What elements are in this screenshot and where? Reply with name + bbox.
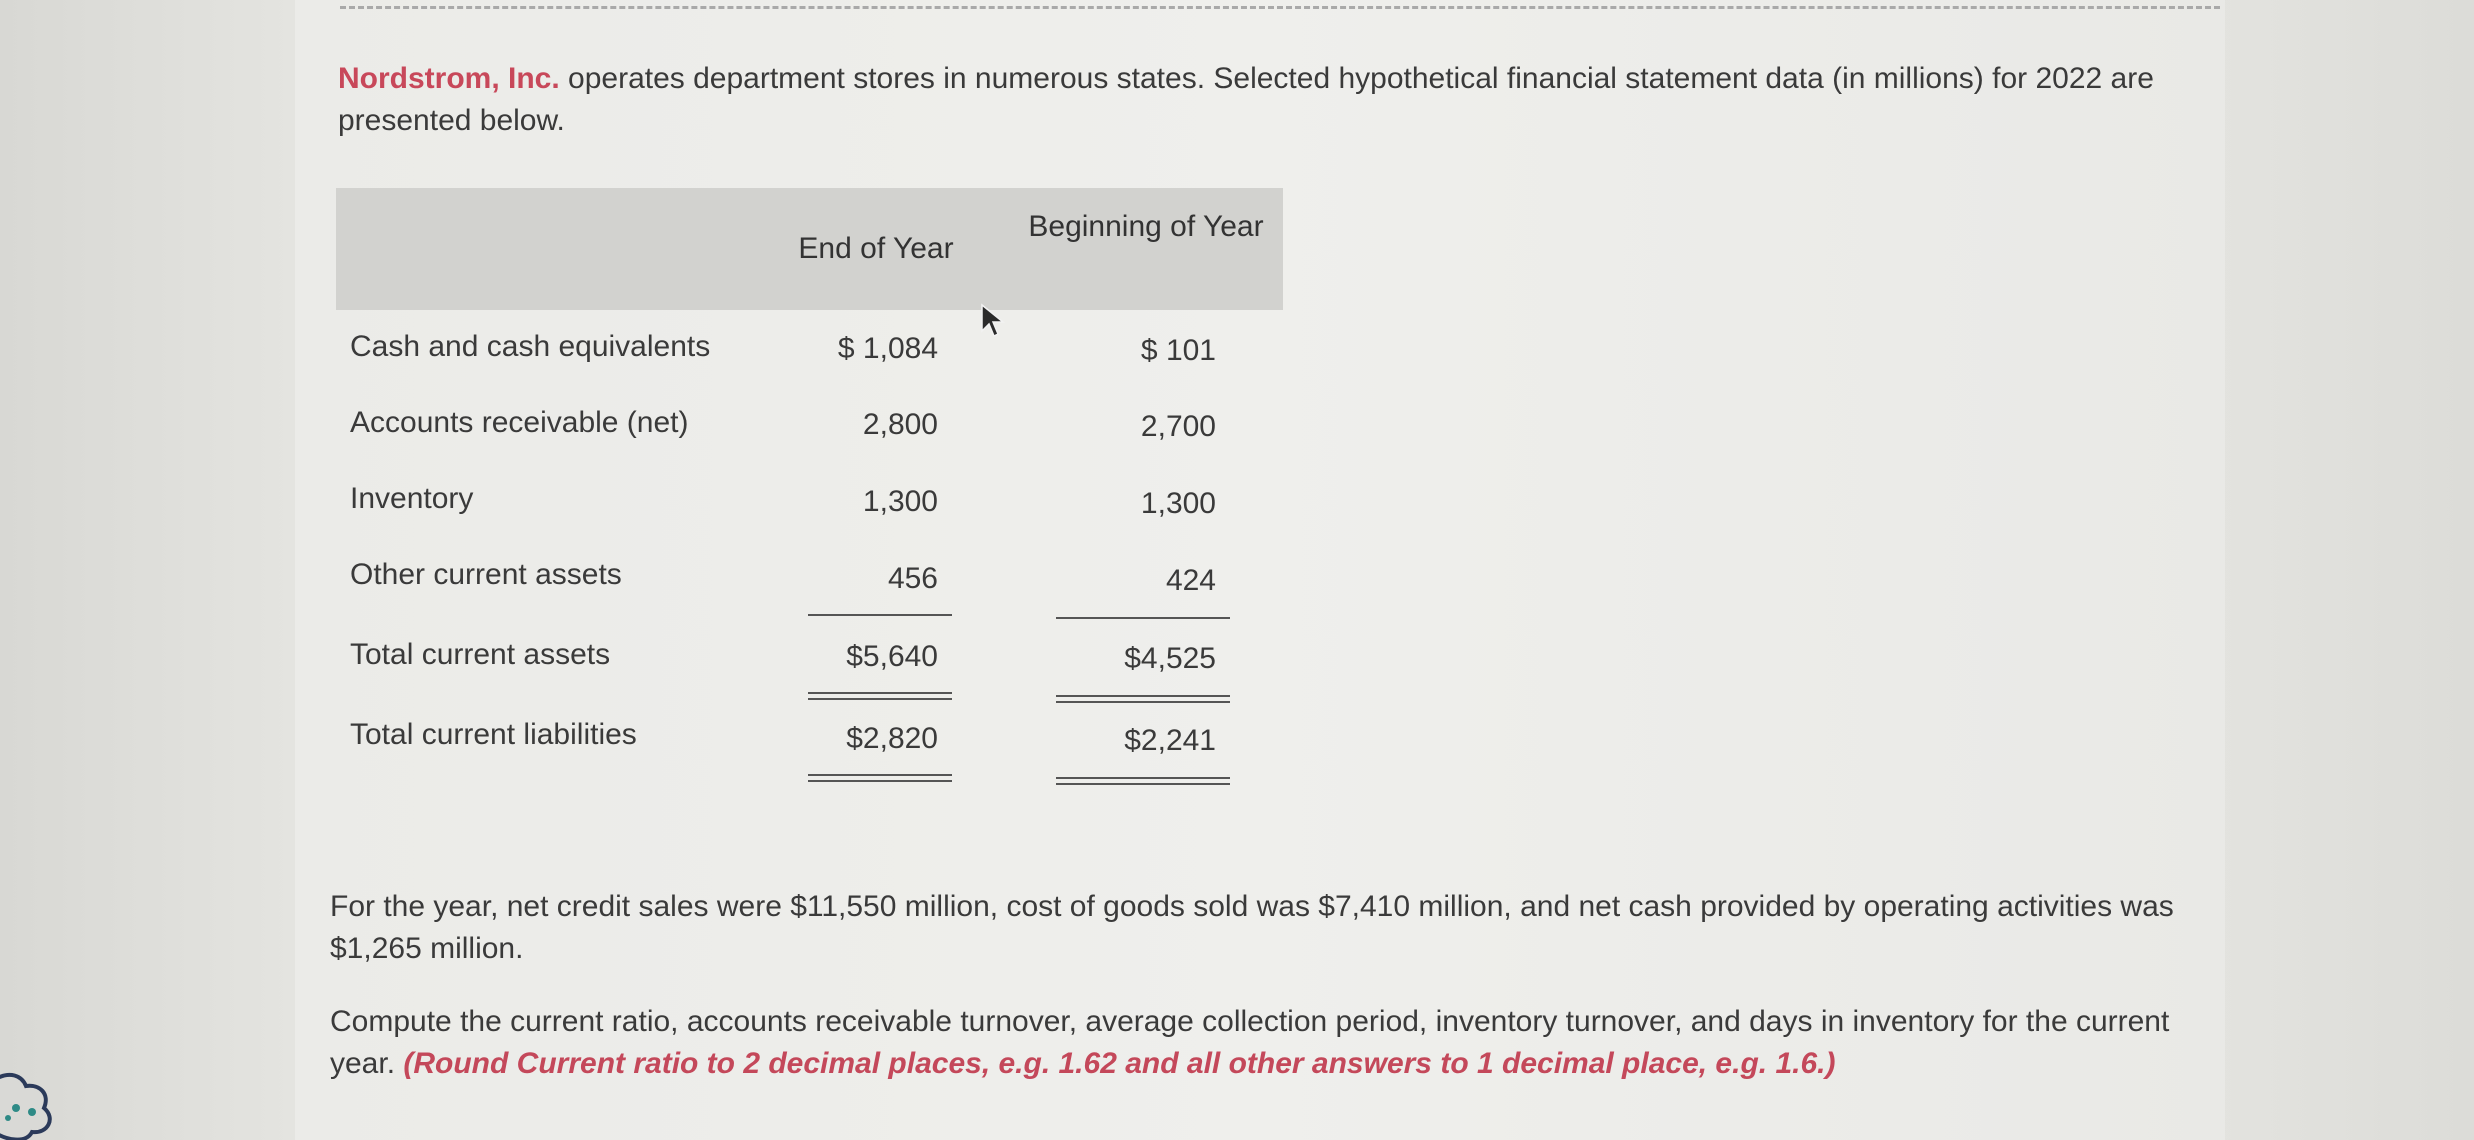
row-label-accounts-receivable: Accounts receivable (net) [350,406,689,439]
cash-end-value: $ 1,084 [837,332,938,365]
liabilities-beginning-value: $2,241 [1124,724,1216,757]
row-label-inventory: Inventory [350,482,474,515]
row-label-total-current-assets: Total current assets [350,638,611,671]
inventory-beginning-value: 1,300 [1140,487,1216,520]
inventory-end-value: 1,300 [862,485,938,518]
ar-end-value: 2,800 [862,408,938,441]
blob-icon [0,1062,60,1140]
liabilities-rule-beginning-2 [1056,783,1230,785]
intro-text: operates department stores in numerous states. Selected hypothetical financial statement data (in millions) for 2022 are presented below. [338,62,2154,137]
table-header [336,188,1283,310]
row-label-other-current-assets: Other current assets [350,558,622,591]
instructions-text: Compute the current ratio, accounts receivable turnover, average collection period, inventory turnover, and days in inventory for the current year. [330,1005,2170,1080]
header-end-of-year: End of Year [798,232,954,265]
mouse-pointer-icon [980,303,1008,339]
cash-beginning-value: $ 101 [1140,334,1216,367]
liabilities-rule-beginning-1 [1056,777,1230,779]
instructions-paragraph [330,1001,2230,1085]
subtotal-rule-end [808,614,952,616]
top-divider [340,6,2220,9]
liabilities-end-value: $2,820 [846,722,938,755]
other-assets-end-value: 456 [887,562,938,595]
subtotal-rule-beginning [1056,617,1230,619]
liabilities-rule-end-1 [808,774,952,776]
total-assets-end-value: $5,640 [846,640,938,673]
row-label-cash: Cash and cash equivalents [350,330,711,363]
ar-beginning-value: 2,700 [1140,410,1216,443]
rounding-note: (Round Current ratio to 2 decimal places, e.g. 1.62 and all other answers to 1 decimal place, e.g. 1.6.) [403,1047,1836,1080]
other-assets-beginning-value: 424 [1165,564,1216,597]
total-rule-beginning-2 [1056,701,1230,703]
total-rule-end-2 [808,698,952,700]
intro-paragraph [338,58,2218,142]
credit-sales-paragraph: For the year, net credit sales were $11,550 million, cost of goods sold was $7,410 million, and net cash provided by operating activities was $1,265 million. [330,890,2174,965]
row-label-total-current-liabilities: Total current liabilities [350,718,637,751]
total-assets-beginning-value: $4,525 [1124,642,1216,675]
total-rule-beginning-1 [1056,695,1230,697]
liabilities-rule-end-2 [808,780,952,782]
total-rule-end-1 [808,692,952,694]
header-beginning-of-year: Beginning of Year [1028,210,1264,243]
company-name: Nordstrom, Inc. [338,62,560,95]
